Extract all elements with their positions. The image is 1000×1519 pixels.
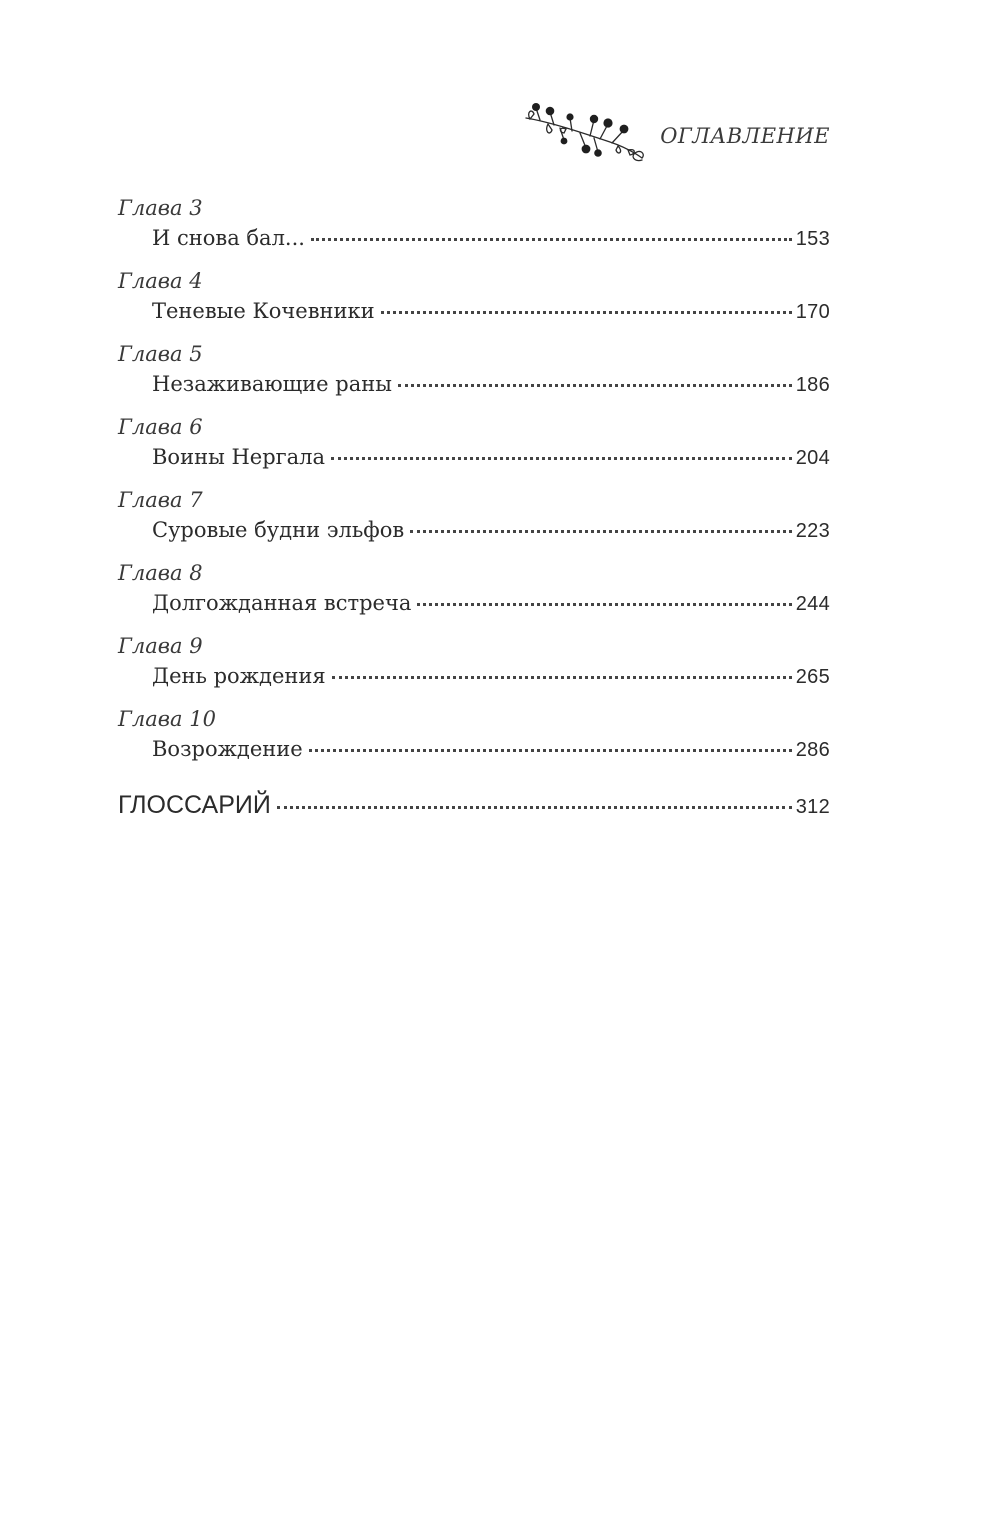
- chapter-label: Глава 10: [118, 707, 216, 731]
- chapter-label: Глава 9: [118, 634, 203, 658]
- running-title: ОГЛАВЛЕНИЕ: [660, 124, 830, 148]
- page-number: 244: [795, 593, 830, 615]
- chapter-title: Суровые будни эльфов: [152, 518, 405, 542]
- toc-chapter: [118, 413, 830, 474]
- chapter-label: Глава 7: [118, 488, 203, 512]
- dot-leader: [381, 311, 792, 314]
- toc-chapter: [118, 705, 830, 766]
- dot-leader: [331, 457, 792, 460]
- page-number: 153: [795, 228, 830, 250]
- toc-chapter: [118, 267, 830, 328]
- toc-chapter: [118, 486, 830, 547]
- chapter-title: Теневые Кочевники: [152, 299, 375, 323]
- running-head: [520, 98, 830, 168]
- page-number: 312: [795, 796, 830, 818]
- berry-branch-icon: [520, 98, 650, 168]
- table-of-contents: [118, 194, 830, 824]
- chapter-title: День рождения: [152, 664, 326, 688]
- toc-chapter: [118, 559, 830, 620]
- chapter-label: Глава 4: [118, 269, 203, 293]
- dot-leader: [311, 238, 792, 241]
- page-number: 204: [795, 447, 830, 469]
- chapter-title: Воины Нергала: [152, 445, 326, 469]
- page-number: 170: [795, 301, 830, 323]
- dot-leader: [332, 676, 792, 679]
- toc-entry[interactable]: [118, 661, 830, 693]
- chapter-label: Глава 3: [118, 196, 203, 220]
- toc-glossary-entry[interactable]: [118, 788, 830, 824]
- chapter-label: Глава 5: [118, 342, 203, 366]
- chapter-title: Долгожданная встреча: [152, 591, 412, 615]
- dot-leader: [309, 749, 792, 752]
- toc-chapter: [118, 340, 830, 401]
- chapter-label: Глава 8: [118, 561, 203, 585]
- page-number: 286: [795, 739, 830, 761]
- page-number: 186: [795, 374, 830, 396]
- toc-entry[interactable]: [118, 442, 830, 474]
- page-number: 223: [795, 520, 830, 542]
- glossary-title: ГЛОССАРИЙ: [118, 791, 271, 819]
- chapter-title: И снова бал...: [152, 226, 305, 250]
- chapter-title: Возрождение: [152, 737, 303, 761]
- toc-entry[interactable]: [118, 734, 830, 766]
- dot-leader: [277, 806, 792, 809]
- page-number: 265: [795, 666, 830, 688]
- toc-entry[interactable]: [118, 369, 830, 401]
- toc-chapter: [118, 632, 830, 693]
- dot-leader: [410, 530, 792, 533]
- dot-leader: [417, 603, 791, 606]
- toc-entry[interactable]: [118, 515, 830, 547]
- chapter-label: Глава 6: [118, 415, 203, 439]
- dot-leader: [398, 384, 792, 387]
- toc-entry[interactable]: [118, 296, 830, 328]
- toc-chapter: [118, 194, 830, 255]
- toc-entry[interactable]: [118, 223, 830, 255]
- chapter-title: Незаживающие раны: [152, 372, 392, 396]
- toc-entry[interactable]: [118, 588, 830, 620]
